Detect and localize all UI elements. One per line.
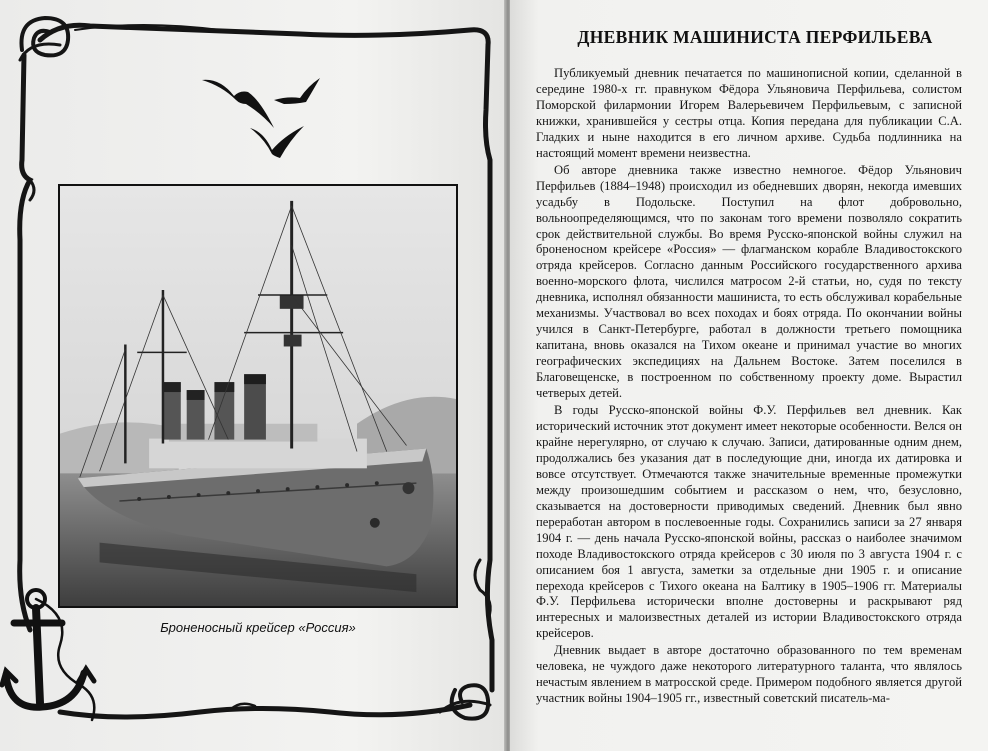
cruiser-photo — [58, 184, 458, 608]
seagulls-icon — [200, 70, 330, 165]
body-text — [536, 66, 962, 707]
paragraph: Публикуемый дневник печатается по машинописной копии, сделанной в середине 1980-х гг. правнуком Фёдора Ульяновича Перфильева, солистом Поморской филармонии Игорем Валерьевичем Перфильевым, с записной книжки, хранившейся у сестры отца. Копия передана для публикации С.А. Гладких и ныне находится в его личном архиве. Судьба подлинника на настоящий момент времени неизвестна. — [536, 66, 962, 160]
paragraph: Об авторе дневника также известно немногое. Фёдор Ульянович Перфильев (1884–1948) происходил из обедневших дворян, некогда имевших усадьбу в Подольске. Поступил на флот добровольно, вольноопределяющимся, что по законам того времени позволяло сократить срок действительной службы. Во время Русско-японской войны служил на броненосном крейсере «Россия» — флагманском корабле Владивостокского отряда крейсеров. Согласно данным Российского государственного архива военно-морского флота, числился матросом 2-й статьи, но, судя по тексту дневника, исполнял обязанности машиниста, то есть обслуживал корабельные механизмы. Участвовал во всех походах и боях отряда. По окончании войны учился в Санкт-Петербурге, работал в должности третьего помощника капитана, вновь оказался на Тихом океане и принимал участие во многих географических экспедициях на Дальнем Востоке. Затем поселился в Благовещенске, в построенном по собственному проекту доме. Вырастил четверых детей. — [536, 162, 962, 401]
paragraph: Дневник выдает в авторе достаточно образованного по тем временам человека, не чуждого даже некоторого литературного таланта, что являлось нечастым явлением в матросской среде. Примером подобного является другой участник войны 1904–1905 гг., известный советский писатель-ма- — [536, 643, 962, 706]
photo-caption: Броненосный крейсер «Россия» — [160, 620, 356, 635]
chapter-title: ДНЕВНИК МАШИНИСТА ПЕРФИЛЬЕВА — [577, 27, 933, 47]
paragraph: В годы Русско-японской войны Ф.У. Перфильев вел дневник. Как исторический источник этот документ имеет некоторые особенности. Велся он крайне нерегулярно, от случаю к случаю. Записи, датированные одним днем, продолжались без указания дат в последующие дни, иногда их датировка и вовсе отсутствует. Отмечаются также значительные временные промежутки между произошедшим событием и рассказом о нем, что, безусловно, сказывается на достоверности приводимых сведений. Дневник был явно переработан автором в послевоенные годы. Сохранились записи за 27 января 1904 г. — день начала Русско-японской войны, рассказ о наиболее значимом походе Владивостокского отряда крейсеров с 30 июля по 3 августа 1904 г. с описанием боя 1 августа, заметки за отдельные дни 1905 г. и описание перехода крейсеров с Тихого океана на Балтику в 1905–1906 гг. Материалы Ф.У. Перфильева исторически вполне достоверны и раскрывают ряд интересных и малоизвестных деталей из истории Владивостокского отряда крейсеров. — [536, 403, 962, 641]
anchor-icon — [0, 585, 110, 735]
